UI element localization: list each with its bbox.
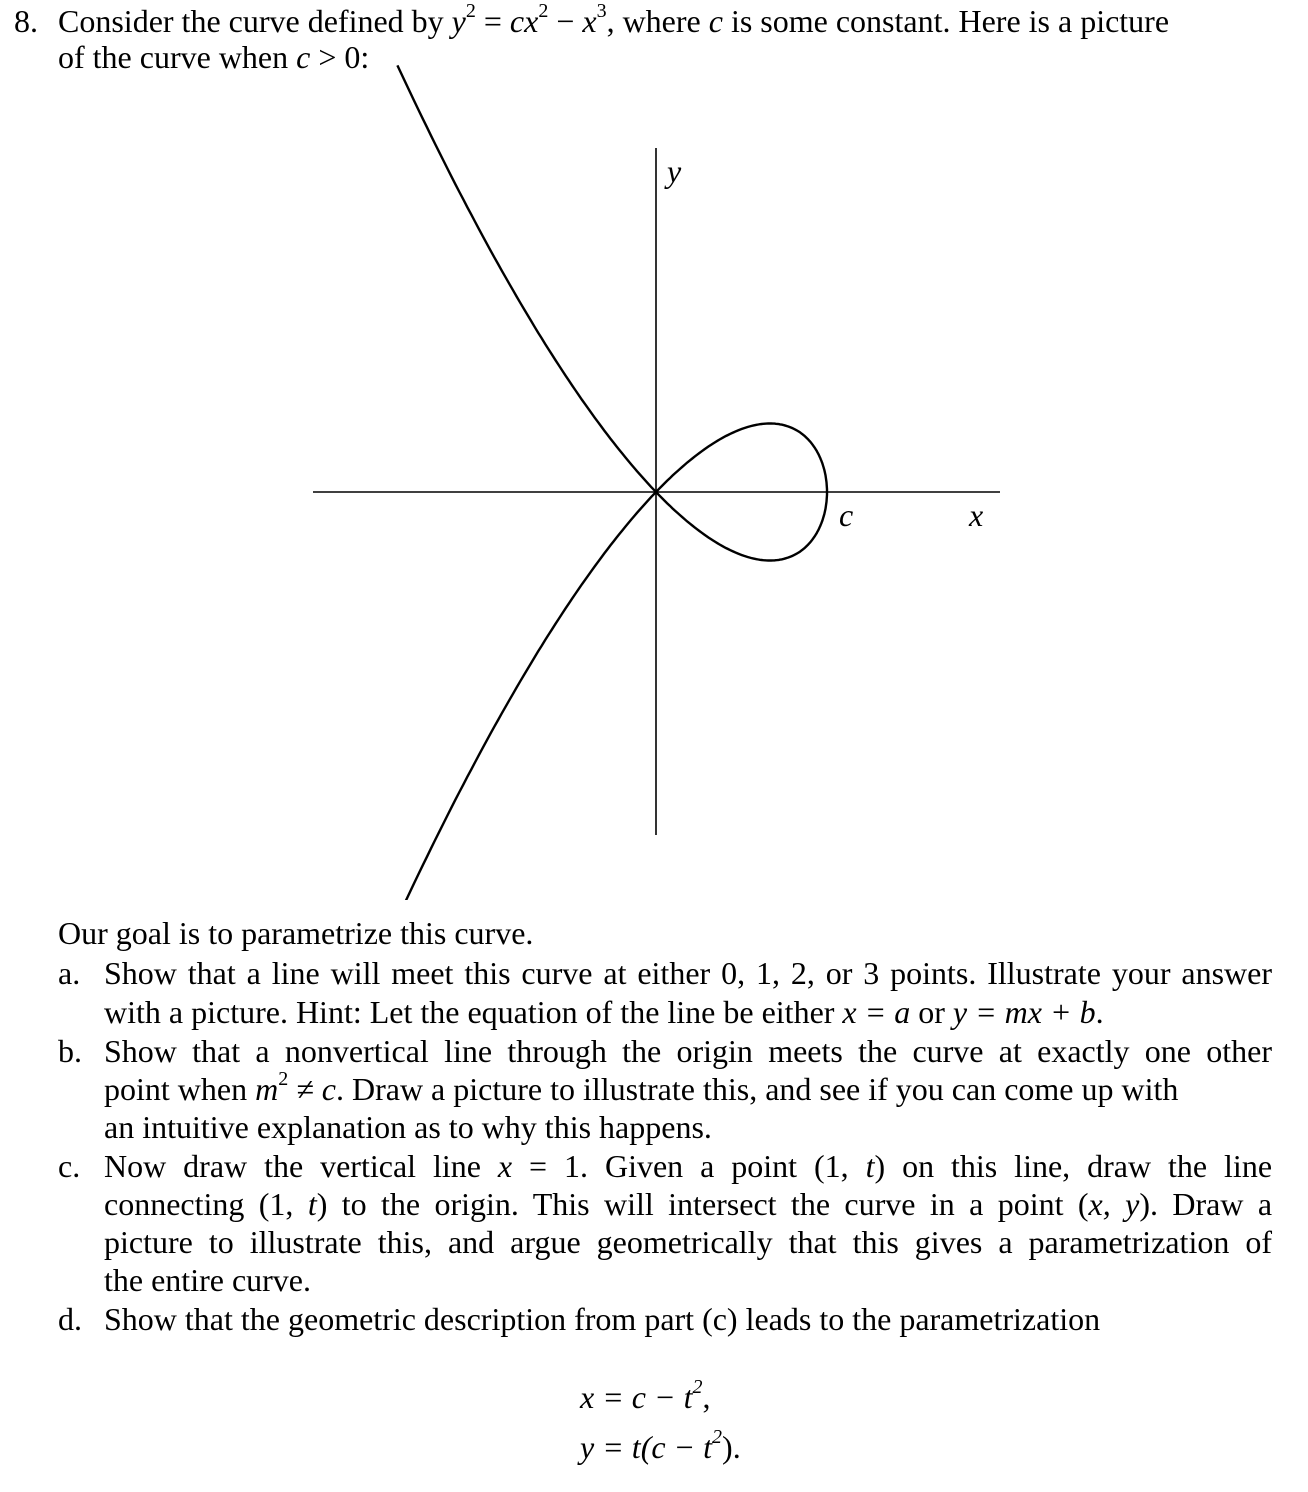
- part-b-line3: an intuitive explanation as to why this happens.: [104, 1109, 712, 1145]
- part-c-t: t: [307, 1186, 317, 1222]
- intro-text: is some constant. Here is a picture: [722, 3, 1170, 39]
- part-c-marker: c.: [58, 1148, 81, 1184]
- part-c-line4: the entire curve.: [104, 1262, 311, 1298]
- equation-x: x: [524, 3, 539, 39]
- parametrization-x: [580, 1378, 710, 1416]
- part-c-text: ). Draw a: [1139, 1186, 1273, 1222]
- equation-x: x: [582, 3, 597, 39]
- part-b-sup: 2: [278, 1068, 289, 1091]
- part-c-line1: [104, 1147, 1272, 1185]
- part-c-line2: [104, 1185, 1272, 1223]
- c-intercept-label: c: [839, 497, 854, 533]
- param-x-lhs: x = c − t: [580, 1379, 693, 1415]
- goal-text: Our goal is to parametrize this curve.: [58, 915, 534, 951]
- part-d-marker: d.: [58, 1301, 82, 1337]
- intro-c: c: [708, 3, 723, 39]
- part-b-m: m: [255, 1071, 279, 1107]
- equation-sup: 2: [465, 0, 476, 23]
- part-c-xy: x, y: [1088, 1186, 1140, 1222]
- part-c-text: = 1. Given a point (1,: [512, 1148, 866, 1184]
- y-axis-label: y: [667, 153, 682, 189]
- part-a-line1: Show that a line will meet this curve at either 0, 1, 2, or 3 points. Illustrate your answer: [104, 955, 1272, 991]
- part-b-line2: [104, 1070, 1178, 1108]
- equation-minus: −: [548, 3, 583, 39]
- part-b-text: point when: [104, 1071, 256, 1107]
- x-axis-label: x: [969, 497, 984, 533]
- part-c-x: x: [497, 1148, 513, 1184]
- param-sup: 2: [712, 1426, 723, 1449]
- part-b-text: . Draw a picture to illustrate this, and see if you can come up with: [335, 1071, 1179, 1107]
- part-b-marker: b.: [58, 1033, 82, 1069]
- intro-text: , where: [606, 3, 709, 39]
- intro-text: > 0:: [310, 39, 370, 75]
- part-a-equation: x = a: [842, 994, 911, 1030]
- problem-number: 8.: [14, 3, 38, 39]
- part-c-text: ) on this line, draw the line: [874, 1148, 1273, 1184]
- part-c-text: connecting (1,: [104, 1186, 308, 1222]
- equation-sup: 3: [596, 0, 607, 23]
- part-c-t: t: [865, 1148, 875, 1184]
- equation-sup: 2: [538, 0, 549, 23]
- part-c-text: Now draw the vertical line: [104, 1148, 498, 1184]
- part-c-line3: picture to illustrate this, and argue geometrically that this gives a parametrization of: [104, 1224, 1272, 1260]
- intro-text: of the curve when: [58, 39, 297, 75]
- equation-y: y: [451, 3, 466, 39]
- param-close: ).: [722, 1429, 741, 1465]
- part-b-neq: ≠ c: [288, 1071, 336, 1107]
- equation-equals: =: [475, 3, 510, 39]
- part-d-line1: Show that the geometric description from part (c) leads to the parametrization: [104, 1301, 1101, 1337]
- equation-c: c: [509, 3, 525, 39]
- part-a-text: with a picture. Hint: Let the equation of the line be either: [104, 994, 843, 1030]
- parametrization-y: [580, 1428, 741, 1466]
- param-sup: 2: [692, 1376, 703, 1399]
- param-comma: ,: [702, 1379, 711, 1415]
- intro-c: c: [296, 39, 311, 75]
- part-a-text: .: [1095, 994, 1104, 1030]
- curve-upper-branch: [397, 65, 827, 560]
- intro-text: Consider the curve defined by: [58, 3, 452, 39]
- part-a-equation: y = mx + b: [952, 994, 1096, 1030]
- part-a-marker: a.: [58, 955, 81, 991]
- part-c-text: ) to the origin. This will intersect the curve in a point (: [316, 1186, 1089, 1222]
- param-y-lhs: y = t(c − t: [580, 1429, 713, 1465]
- part-b-line1: Show that a nonvertical line through the origin meets the curve at exactly one other: [104, 1033, 1272, 1069]
- curve-lower-branch: [397, 424, 827, 901]
- part-a-line2: [104, 993, 1104, 1031]
- part-a-text: or: [910, 994, 953, 1030]
